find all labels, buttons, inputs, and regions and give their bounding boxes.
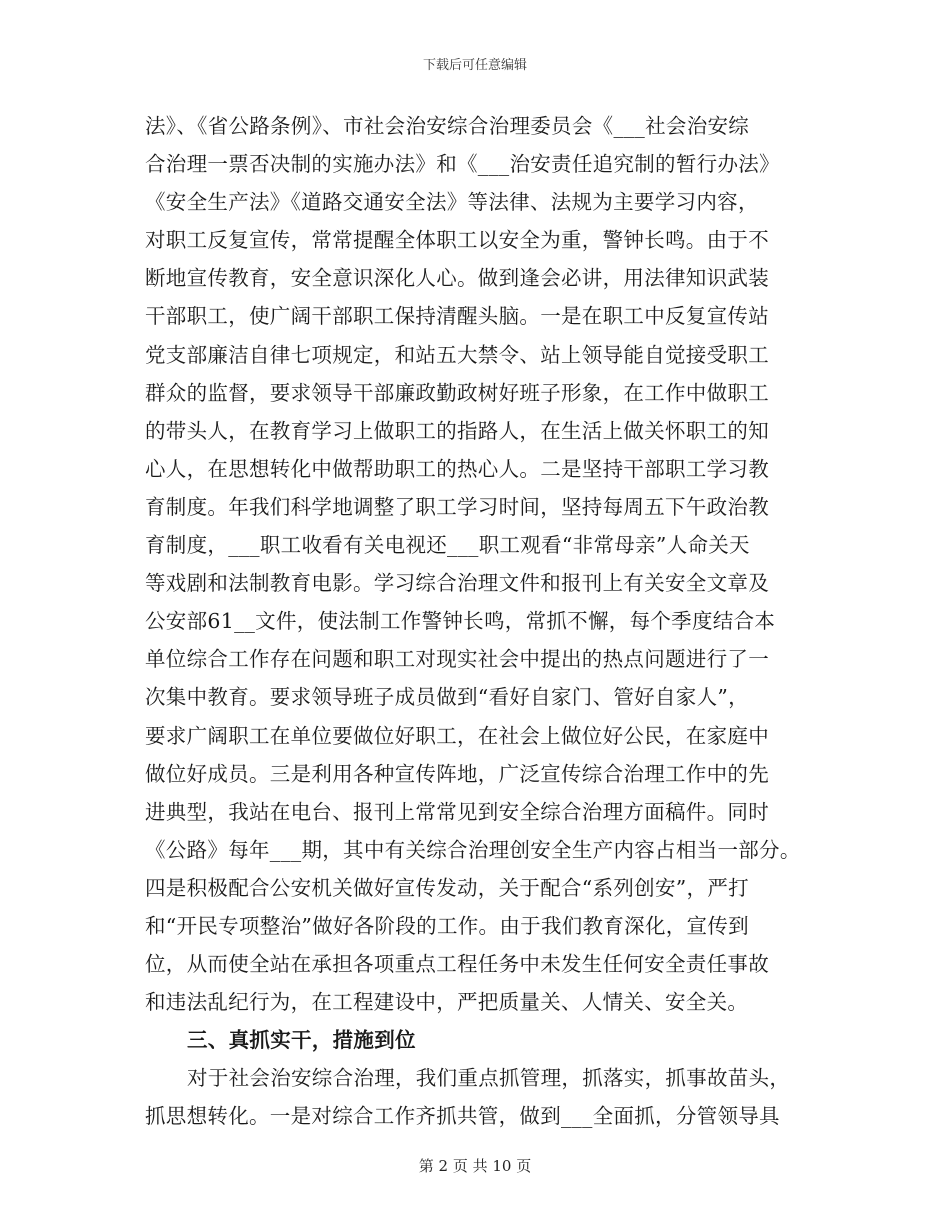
body-line: 位，从而使全站在承担各项重点工程任务中未发生任何安全责任事故	[145, 952, 769, 977]
body-line: 干部职工，使广阔干部职工保持清醒头脑。一是在职工中反复宣传站	[145, 304, 769, 329]
body-line: 法》、《省公路条例》、市社会治安综合治理委员会《___社会治安综	[145, 114, 750, 138]
body-line: 公安部61__文件，使法制工作警钟长鸣，常抓不懈，每个季度结合本	[145, 609, 776, 634]
page-header: 下载后可任意编辑	[422, 58, 527, 73]
body-line: 育制度。年我们科学地调整了职工学习时间，坚持每周五下午政治教	[145, 494, 769, 519]
body-line: 育制度，___职工收看有关电视还___职工观看“非常母亲”人命关天	[145, 533, 750, 558]
body-line: 和违法乱纪行为，在工程建设中，严把质量关、人情关、安全关。	[145, 990, 749, 1015]
page-footer: 第 2 页 共 10 页	[418, 1157, 532, 1175]
body-line: 党支部廉洁自律七项规定，和站五大禁令、站上领导能自觉接受职工	[145, 342, 769, 367]
body-line: 等戏剧和法制教育电影。学习综合治理文件和报刊上有关安全文章及	[145, 571, 769, 596]
body-line: 次集中教育。要求领导班子成员做到“看好自家门、管好自家人”，	[145, 685, 749, 710]
body-line: 《安全生产法》《道路交通安全法》等法律、法规为主要学习内容，	[145, 190, 759, 215]
body-line: 对职工反复宣传，常常提醒全体职工以安全为重，警钟长鸣。由于不	[145, 228, 769, 253]
body-line: 断地宣传教育，安全意识深化人心。做到逢会必讲，用法律知识武装	[145, 266, 769, 291]
body-line: 和“开民专项整治”做好各阶段的工作。由于我们教育深化，宣传到	[145, 913, 749, 938]
body-line: 《公路》每年___期，其中有关综合治理创安全生产内容占相当一部分。	[145, 837, 801, 862]
document-body	[145, 107, 805, 1136]
body-line: 对于社会治安综合治理，我们重点抓管理，抓落实，抓事故苗头，	[187, 1066, 791, 1091]
body-line: 进典型，我站在电台、报刊上常常见到安全综合治理方面稿件。同时	[145, 799, 769, 824]
section-heading: 三、真抓实干，措施到位	[187, 1028, 416, 1053]
body-line: 群众的监督，要求领导干部廉政勤政树好班子形象，在工作中做职工	[145, 380, 769, 405]
body-line: 做位好成员。三是利用各种宣传阵地，广泛宣传综合治理工作中的先	[145, 761, 769, 786]
body-line: 的带头人，在教育学习上做职工的指路人，在生活上做关怀职工的知	[145, 418, 769, 443]
body-line: 要求广阔职工在单位要做位好职工，在社会上做位好公民，在家庭中	[145, 723, 769, 748]
body-line: 四是积极配合公安机关做好宣传发动，关于配合“系列创安”，严打	[145, 875, 749, 900]
body-line: 合治理一票否决制的实施办法》和《___治安责任追究制的暂行办法》	[145, 152, 780, 177]
body-line: 单位综合工作存在问题和职工对现实社会中提出的热点问题进行了一	[145, 647, 769, 672]
body-line: 心人，在思想转化中做帮助职工的热心人。二是坚持干部职工学习教	[145, 456, 769, 481]
body-line: 抓思想转化。一是对综合工作齐抓共管，做到___全面抓，分管领导具	[145, 1104, 780, 1129]
